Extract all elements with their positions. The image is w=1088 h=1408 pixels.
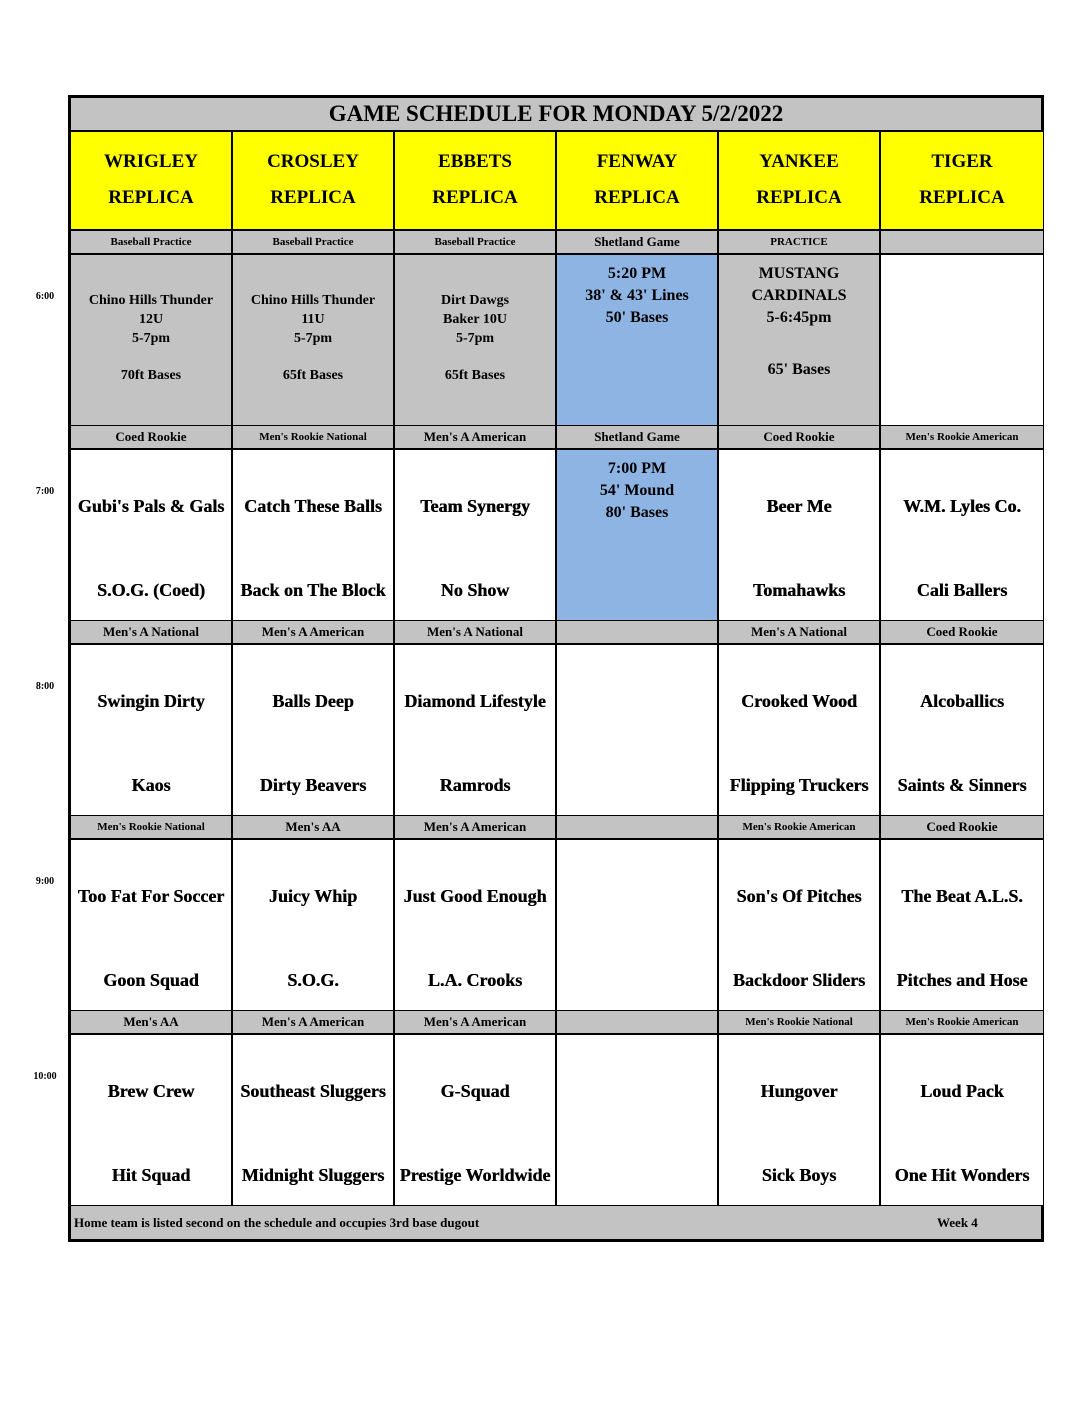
info-line: 7:00 PM — [607, 460, 667, 477]
venue-header — [557, 131, 719, 229]
division-label: Coed Rookie — [881, 816, 1043, 838]
venue-name: CROSLEY — [267, 151, 359, 172]
home-team: No Show — [440, 580, 510, 600]
home-team: Midnight Sluggers — [241, 1165, 385, 1185]
info-line: 5-7pm — [131, 331, 171, 346]
away-team: Brew Crew — [107, 1081, 195, 1101]
home-team: Dirty Beavers — [259, 775, 367, 795]
away-team: W.M. Lyles Co. — [903, 496, 1021, 516]
division-label: Coed Rookie — [881, 621, 1043, 643]
venue-subtitle: REPLICA — [270, 187, 356, 208]
info-line: Chino Hills Thunder — [88, 293, 214, 308]
away-team: Alcoballics — [920, 691, 1004, 711]
game-cell — [395, 450, 557, 620]
info-line: Baker 10U — [443, 312, 507, 327]
away-team: The Beat A.L.S. — [901, 886, 1023, 906]
cell-info — [71, 291, 231, 385]
venue-name: YANKEE — [759, 151, 839, 172]
game-cell — [719, 1035, 881, 1205]
division-label: Shetland Game — [557, 426, 719, 448]
home-team: Goon Squad — [103, 970, 199, 990]
cell-info — [233, 291, 393, 385]
home-team: One Hit Wonders — [894, 1165, 1030, 1185]
home-team: Hit Squad — [111, 1165, 191, 1185]
away-team — [557, 675, 717, 727]
cell-info — [557, 263, 717, 329]
week-label: Week 4 — [937, 1215, 978, 1230]
away-team: Hungover — [760, 1081, 838, 1101]
division-label — [881, 231, 1043, 253]
info-line: CARDINALS — [751, 287, 847, 304]
home-team: S.O.G. (Coed) — [97, 580, 205, 600]
game-cell — [881, 840, 1043, 1010]
home-team: S.O.G. — [287, 970, 339, 990]
division-label: Men's A American — [395, 816, 557, 838]
game-cell — [395, 1035, 557, 1205]
game-cell — [881, 645, 1043, 815]
divider — [68, 130, 1044, 132]
info-line: 38' & 43' Lines — [585, 287, 689, 304]
game-cell — [719, 450, 881, 620]
info-line: 5-6:45pm — [766, 309, 832, 326]
division-label: PRACTICE — [719, 231, 881, 253]
division-label — [557, 621, 719, 643]
game-cell — [71, 1035, 233, 1205]
division-label — [557, 1011, 719, 1033]
division-label: Men's A American — [233, 621, 395, 643]
game-cell — [557, 255, 719, 425]
game-cell — [233, 450, 395, 620]
division-label: Men's A American — [395, 426, 557, 448]
info-line: 5-7pm — [293, 331, 333, 346]
division-label: Men's Rookie National — [233, 426, 395, 448]
game-cell — [233, 255, 395, 425]
time-label: 7:00 — [35, 486, 55, 497]
game-cell — [395, 255, 557, 425]
info-line — [71, 348, 231, 366]
division-label: Men's A American — [395, 1011, 557, 1033]
division-label: Baseball Practice — [395, 231, 557, 253]
away-team: Juicy Whip — [268, 886, 358, 906]
venue-name: TIGER — [931, 151, 993, 172]
game-cell — [557, 450, 719, 620]
time-label: 10:00 — [33, 1071, 57, 1082]
home-team: Backdoor Sliders — [732, 970, 866, 990]
venue-header — [395, 131, 557, 229]
venue-header — [719, 131, 881, 229]
away-team: Crooked Wood — [741, 691, 857, 711]
home-team: Prestige Worldwide — [399, 1165, 551, 1185]
away-team: Son's Of Pitches — [736, 886, 862, 906]
game-cell — [719, 840, 881, 1010]
home-team — [557, 759, 717, 811]
info-line — [395, 348, 555, 366]
away-team: Balls Deep — [272, 691, 354, 711]
cell-info — [719, 263, 879, 381]
venue-header — [233, 131, 395, 229]
venue-header — [71, 131, 233, 229]
home-team: L.A. Crooks — [427, 970, 523, 990]
away-team: Gubi's Pals & Gals — [77, 496, 225, 516]
away-team: Team Synergy — [420, 496, 530, 516]
away-team: G-Squad — [440, 1081, 510, 1101]
info-line: 5:20 PM — [607, 265, 667, 282]
info-line: 54' Mound — [599, 482, 675, 499]
info-line: MUSTANG — [758, 265, 840, 282]
info-line: 80' Bases — [605, 504, 669, 521]
game-cell — [881, 1035, 1043, 1205]
info-line: 65ft Bases — [444, 368, 506, 383]
game-cell — [557, 645, 719, 815]
division-label: Men's Rookie American — [881, 1011, 1043, 1033]
info-line: 12U — [138, 312, 164, 327]
game-cell — [719, 255, 881, 425]
time-label: 9:00 — [35, 876, 55, 887]
home-team — [557, 1149, 717, 1201]
division-label: Men's Rookie National — [719, 1011, 881, 1033]
game-cell — [557, 1035, 719, 1205]
away-team: Catch These Balls — [244, 496, 382, 516]
venue-name: FENWAY — [596, 151, 678, 172]
info-line: 70ft Bases — [120, 368, 182, 383]
away-team — [557, 1065, 717, 1117]
venue-subtitle: REPLICA — [108, 187, 194, 208]
info-line — [233, 348, 393, 366]
home-team: Sick Boys — [761, 1165, 837, 1185]
division-label: Men's Rookie American — [719, 816, 881, 838]
home-team: Flipping Truckers — [729, 775, 869, 795]
game-cell — [395, 645, 557, 815]
game-cell — [881, 255, 1043, 425]
game-cell — [395, 840, 557, 1010]
game-cell — [233, 840, 395, 1010]
division-label: Coed Rookie — [719, 426, 881, 448]
game-cell — [557, 840, 719, 1010]
away-team: Southeast Sluggers — [240, 1081, 386, 1101]
venue-header — [881, 131, 1043, 229]
cell-info — [557, 458, 717, 524]
game-cell — [233, 645, 395, 815]
venue-subtitle: REPLICA — [432, 187, 518, 208]
division-label: Coed Rookie — [71, 426, 233, 448]
home-team — [557, 954, 717, 1006]
home-team: Cali Ballers — [916, 580, 1008, 600]
venue-subtitle: REPLICA — [919, 187, 1005, 208]
home-team: Tomahawks — [752, 580, 846, 600]
venue-name: EBBETS — [438, 151, 512, 172]
away-team — [557, 870, 717, 922]
game-cell — [233, 1035, 395, 1205]
footer-bar — [71, 1206, 1041, 1239]
venue-subtitle: REPLICA — [756, 187, 842, 208]
home-team: Pitches and Hose — [896, 970, 1028, 990]
home-team: Back on The Block — [240, 580, 386, 600]
info-line: 11U — [301, 312, 325, 327]
game-cell — [71, 645, 233, 815]
page-title: GAME SCHEDULE FOR MONDAY 5/2/2022 — [71, 98, 1041, 130]
venue-subtitle: REPLICA — [594, 187, 680, 208]
division-label: Men's A American — [233, 1011, 395, 1033]
info-line: 50' Bases — [605, 309, 669, 326]
division-label: Men's A National — [719, 621, 881, 643]
time-label: 6:00 — [35, 291, 55, 302]
division-label: Men's A National — [395, 621, 557, 643]
away-team: Swingin Dirty — [97, 691, 205, 711]
division-label: Men's Rookie American — [881, 426, 1043, 448]
cell-info — [395, 291, 555, 385]
info-line: Dirt Dawgs — [440, 293, 510, 308]
division-label — [557, 816, 719, 838]
division-label: Men's Rookie National — [71, 816, 233, 838]
info-line — [719, 329, 879, 359]
away-team: Just Good Enough — [403, 886, 547, 906]
division-label: Men's AA — [71, 1011, 233, 1033]
venue-name: WRIGLEY — [104, 151, 198, 172]
info-line: 65' Bases — [767, 361, 831, 378]
footer-note: Home team is listed second on the schedule and occupies 3rd base dugout — [74, 1215, 480, 1230]
game-cell — [71, 255, 233, 425]
away-team: Loud Pack — [920, 1081, 1004, 1101]
away-team: Too Fat For Soccer — [77, 886, 225, 906]
game-cell — [719, 645, 881, 815]
info-line: Chino Hills Thunder — [250, 293, 376, 308]
game-cell — [71, 840, 233, 1010]
division-label: Men's AA — [233, 816, 395, 838]
away-team: Beer Me — [766, 496, 832, 516]
division-label: Baseball Practice — [233, 231, 395, 253]
division-label: Men's A National — [71, 621, 233, 643]
home-team: Saints & Sinners — [897, 775, 1027, 795]
home-team: Ramrods — [439, 775, 511, 795]
division-label: Baseball Practice — [71, 231, 233, 253]
time-label: 8:00 — [35, 681, 55, 692]
game-cell — [881, 450, 1043, 620]
info-line: 5-7pm — [455, 331, 495, 346]
game-cell — [71, 450, 233, 620]
info-line: 65ft Bases — [282, 368, 344, 383]
division-label: Shetland Game — [557, 231, 719, 253]
away-team: Diamond Lifestyle — [404, 691, 546, 711]
home-team: Kaos — [131, 775, 171, 795]
